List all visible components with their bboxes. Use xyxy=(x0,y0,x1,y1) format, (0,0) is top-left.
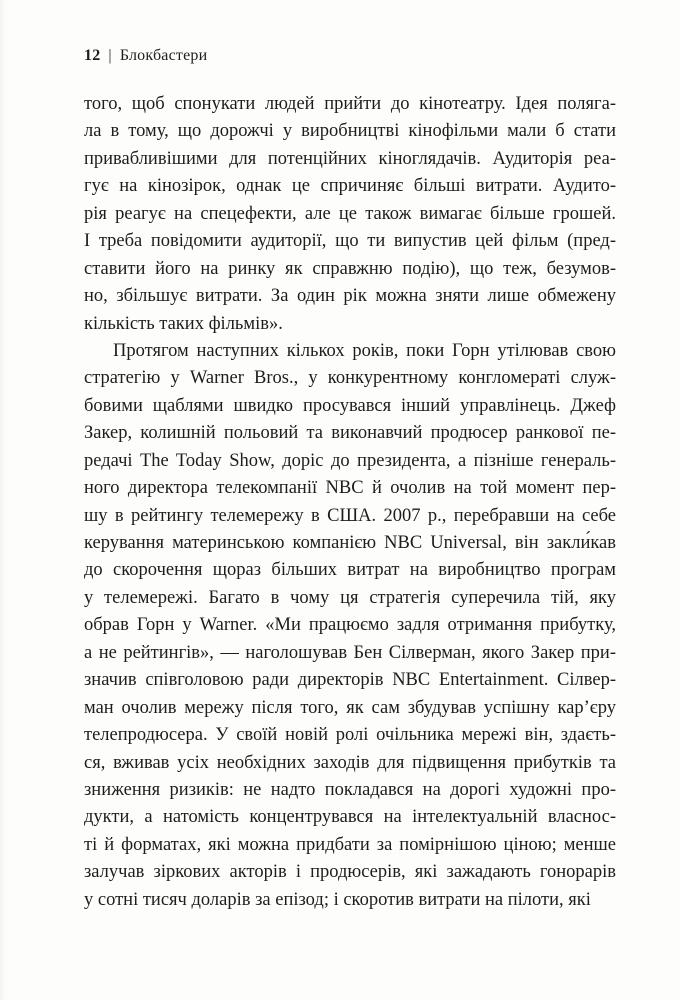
scan-edge-shadow xyxy=(0,0,6,1000)
text-line: телепродюсера. У своїй новій ролі очільника мережі він, здаєть- xyxy=(84,725,616,746)
text-line: обрав Горн у Warner. «Ми працюємо задля отримання прибутку, xyxy=(84,615,616,636)
paragraph xyxy=(84,338,616,914)
text-line: ного директора телекомпанії NBC й очолив на той момент пер- xyxy=(84,478,616,499)
text-line: І треба повідомити аудиторії, що ти випустив цей фільм (пред- xyxy=(84,231,616,252)
text-line: привабливішими для потенційних кіноглядачів. Аудиторія реа- xyxy=(84,148,616,169)
text-line: ман очолив мережу після того, як сам збудував успішну кар’єру xyxy=(84,697,616,718)
text-line: ті й форматах, які можна придбати за помірнішою ціною; менше xyxy=(84,834,616,855)
text-line: значив співголовою ради директорів NBC Entertainment. Сілвер- xyxy=(84,670,616,691)
text-line: ся, вживав усіх необхідних заходів для підвищення прибутків та xyxy=(84,752,616,773)
text-line: у телемережі. Багато в чому ця стратегія суперечила тій, яку xyxy=(84,587,616,608)
text-line: но, збільшує витрати. За один рік можна зняти лише обмежену xyxy=(84,286,616,307)
text-block xyxy=(84,91,616,914)
text-line: дукти, а натомість концентрувався на інтелектуальній власнос- xyxy=(84,807,616,828)
text-line: рія реагує на спецефекти, але це також вимагає більше грошей. xyxy=(84,203,616,224)
text-line: гує на кінозірок, однак це спричиняє більші витрати. Аудито- xyxy=(84,176,616,197)
text-line: у сотні тисяч доларів за епізод; і скоротив витрати на пілоти, які xyxy=(84,889,591,910)
running-header xyxy=(84,46,207,66)
page-number: 12 xyxy=(84,47,101,64)
header-separator: | xyxy=(108,47,112,64)
text-line: ла в тому, що дорожчі у виробництві кінофільми мали б стати xyxy=(84,121,616,142)
text-line: керування материнською компанією NBC Universal, він закли́кав xyxy=(84,533,616,553)
text-line: зниження ризиків: не надто покладався на дорогі художні про- xyxy=(84,779,616,800)
text-line: Закер, колишній польовий та виконавчий продюсер ранкової пе- xyxy=(84,423,616,444)
text-line: Протягом наступних кількох років, поки Горн утілював свою xyxy=(113,340,616,361)
text-line: стратегію у Warner Bros., у конкурентному конгломераті служ- xyxy=(84,368,616,389)
text-line: залучав зіркових акторів і продюсерів, які зажадають гонорарів xyxy=(84,862,616,883)
paragraph xyxy=(84,91,616,338)
text-line: того, щоб спонукати людей прийти до кінотеатру. Ідея поляга- xyxy=(84,94,616,114)
text-line: кількість таких фільмів». xyxy=(84,313,283,334)
text-line: шу в рейтингу телемережу в США. 2007 р., перебравши на себе xyxy=(84,505,616,526)
text-line: бовими щаблями швидко просувався інший управлінець. Джеф xyxy=(84,395,616,416)
book-title: Блокбастери xyxy=(119,47,208,64)
text-line: редачі The Today Show, доріс до президента, а пізніше генераль- xyxy=(84,450,616,471)
text-line: до скорочення щораз більших витрат на виробництво програм xyxy=(84,560,616,581)
text-line: а не рейтингів», — наголошував Бен Сілверман, якого Закер при- xyxy=(84,642,616,663)
text-line: ставити його на ринку як справжню подію), що теж, безумов- xyxy=(84,258,616,279)
